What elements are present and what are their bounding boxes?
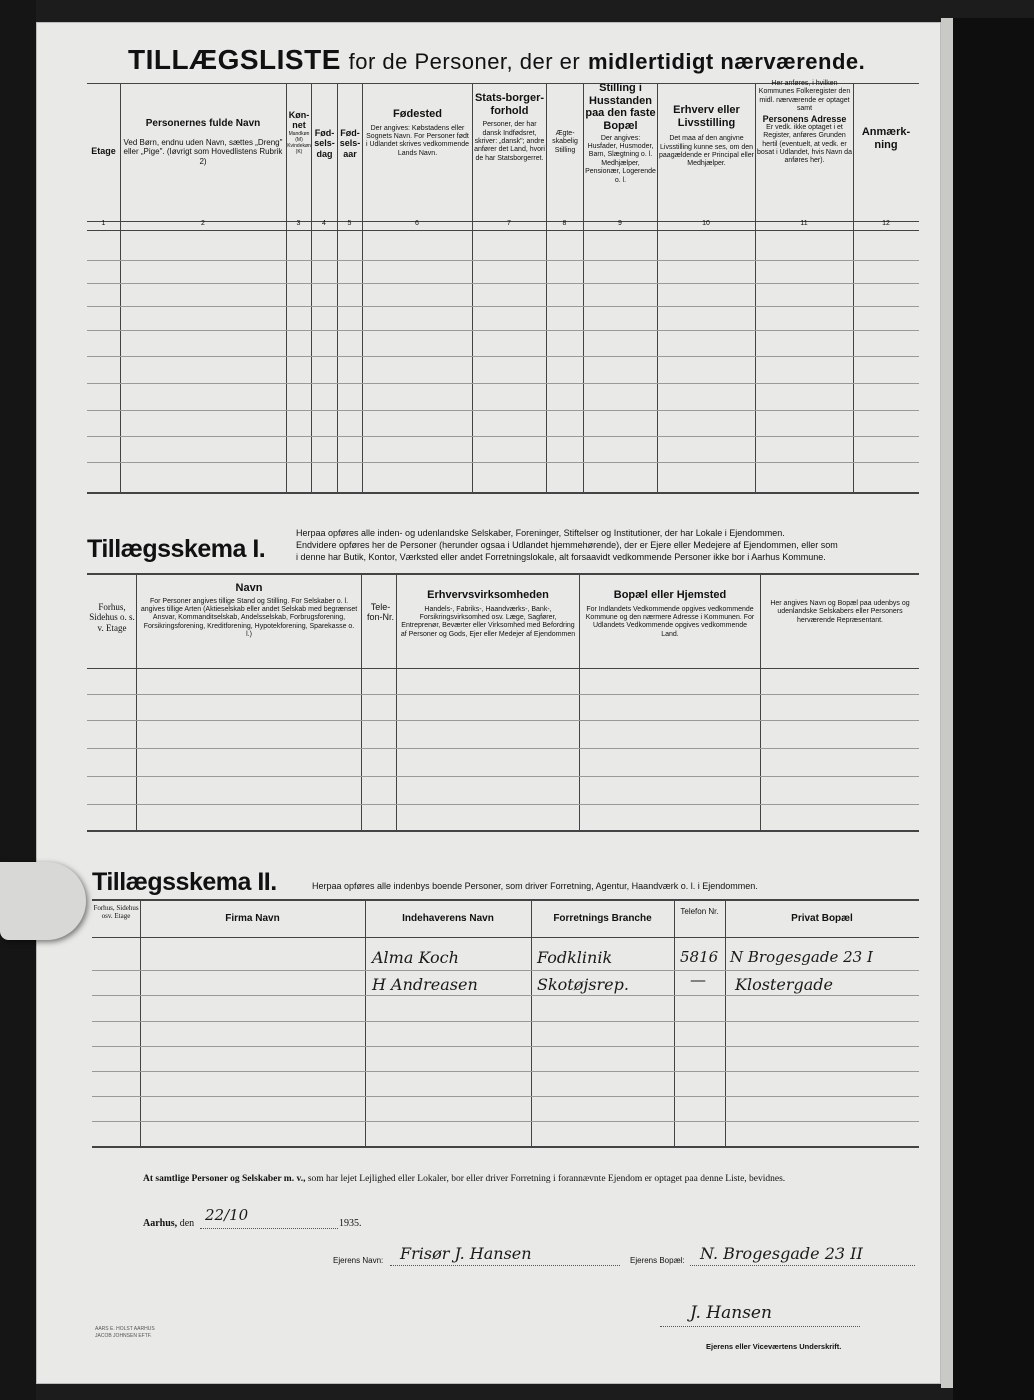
owner-name-value: Frisør J. Hansen <box>400 1244 532 1263</box>
scan-background-left <box>0 0 36 1400</box>
skema1-col-erhverv-title: Erhvervsvirksomheden <box>427 589 549 601</box>
col-statsborger-subtitle: Personer, der har dansk Indfødsret, skriver: „dansk"; andre anfører det Land, hvori de har Statsborgerret. <box>474 121 545 162</box>
table-row-2-bopael: Klostergade <box>735 975 833 994</box>
title-middle: for de Personer, der er <box>348 49 581 74</box>
owner-address-label: Ejerens Bopæl: <box>630 1256 685 1265</box>
col-stilling-header <box>585 82 656 185</box>
printer-line: JACOB JOHNSEN EFTF. <box>95 1332 152 1339</box>
col-foedselsdag-header: Fød-sels-dag <box>314 128 335 159</box>
den-label: den <box>179 1218 195 1229</box>
col-num: 1 <box>101 220 106 227</box>
col-aegteskab-header: Ægte-skabelig Stilling <box>552 130 578 154</box>
col-adresse-title: Personens Adresse <box>762 113 847 124</box>
skema1-description <box>296 527 921 563</box>
col-num: 2 <box>201 220 205 227</box>
col-foedested-header <box>365 108 470 158</box>
col-num: 6 <box>415 220 419 227</box>
page-edge <box>941 18 953 1388</box>
col-koennet-title: Køn-net <box>288 110 310 131</box>
skema2-col-etage: Forhus, Sidehus osv. Etage <box>93 904 139 921</box>
col-etage-header: Etage <box>91 146 116 156</box>
skema2-description: Herpaa opføres alle indenbys boende Personer, som driver Forretning, Agentur, Haandværk o. l. i Ejendommen. <box>312 881 758 891</box>
skema2-col-branche: Forretnings Branche <box>553 913 652 924</box>
skema1-col-erhverv <box>400 589 576 639</box>
skema1-col-bopael <box>584 589 756 639</box>
skema1-desc-line: i denne har Butik, Kontor, Værksted eller andet Forretningslokale, alt forsaavidt vedkommende Personer ikke bor i Aarhus Kommune. <box>296 552 826 563</box>
skema2-col-telefon: Telefon Nr. <box>680 907 719 916</box>
col-erhverv-title: Erhverv eller Livsstilling <box>673 104 740 129</box>
col-num: 9 <box>618 220 622 227</box>
table-row-1-bopael: N Brogesgade 23 I <box>730 948 873 966</box>
owner-name-label: Ejerens Navn: <box>333 1256 384 1265</box>
skema1-col-navn-title: Navn <box>235 582 263 594</box>
col-adresse-header <box>757 80 852 166</box>
skema1-col-navn <box>140 582 358 640</box>
skema2-col-firma: Firma Navn <box>225 913 280 924</box>
col-adresse-subtitle: Er vedk. ikke optaget i et Register, anføres Grunden hertil (eventuelt, at vedk. er bosat i Udlandet, hvis Navn da anføres her). <box>757 123 852 165</box>
skema1-col-bopael-subtitle: For Indlandets Vedkommende opgives vedkommende Kommune og den nærmere Adresse i Kommunen. For Udlandets Vedkommende opgives vedkommende Land. <box>585 605 755 638</box>
place-label: Aarhus, <box>143 1218 178 1229</box>
col-num: 4 <box>322 220 326 227</box>
col-erhverv-subtitle: Det maa af den angivne Livsstilling kunne ses, om den paagældende er Principal eller Medhjælper. <box>659 135 754 168</box>
col-num: 5 <box>347 220 352 227</box>
col-stilling-subtitle: Der angives: Husfader, Husmoder, Barn, Slægtning o. l. Medhjælper, Pensionær, Logerende o. l. <box>585 134 656 184</box>
year: 1935. <box>339 1218 362 1229</box>
scanner-thumb <box>0 862 86 940</box>
skema1-desc-line: Endvidere opføres her de Personer (herunder ogsaa i Udlandet hjemmehørende), der er Ejere eller Medejere af Ejendommen, eller som <box>296 540 838 551</box>
col-adresse-subtitle-top: Her anføres, i hvilken Kommunes Folkeregister den midl. nærværende er optaget samt <box>758 80 851 113</box>
date-value: 22/10 <box>205 1206 249 1224</box>
skema1-desc-line: Herpaa opføres alle inden- og udenlandske Selskaber, Foreninger, Stiftelser og Institutioner, der har Lokale i Ejendommen. <box>296 528 785 538</box>
table-row-2-branche: Skotøjsrep. <box>537 975 629 994</box>
col-koennet-subtitle: Mandkøn (M) Kvindekøn (K) <box>287 130 311 155</box>
col-koennet-header <box>287 110 311 155</box>
printer-imprint <box>95 1326 155 1339</box>
table-row-2-telefon: — <box>690 970 706 989</box>
col-num: 8 <box>562 220 567 227</box>
printer-line: AARS E. HOLST AARHUS <box>95 1326 155 1332</box>
owner-address-value: N. Brogesgade 23 II <box>700 1244 863 1263</box>
attestation-bold: At samtlige Personer og Selskaber m. v., <box>143 1174 306 1184</box>
col-foedselsaar-header: Fød-sels-aar <box>339 128 361 159</box>
col-anmaerkning-header: Anmærk-ning <box>861 126 911 151</box>
owner-signature: J. Hansen <box>690 1303 772 1323</box>
attestation-statement <box>143 1174 918 1184</box>
skema1-col-telefon: Tele-fon-Nr. <box>366 602 394 623</box>
table-row-2-indehaver: H Andreasen <box>372 975 478 994</box>
col-num: 3 <box>296 220 301 227</box>
skema1-col-repraesentant: Her angives Navn og Bopæl paa udenbys og udenlandske Selskabers eller Personers herværende Repræsentant. <box>770 600 910 624</box>
skema2-col-bopael: Privat Bopæl <box>791 913 853 924</box>
col-num: 11 <box>800 220 808 227</box>
skema1-col-navn-subtitle: For Personer angives tillige Stand og Stilling. For Selskaber o. l. angives tillige Arten (Aktieselskab eller andet Selskab med begrænset Ansvar, Kommanditselskab, Andelsselskab, Forbrugsforening, Forsikringsforening, Kreditforening, Hypotekforening, Sparekasse o. l.) <box>140 597 358 639</box>
col-num: 10 <box>702 220 710 227</box>
form-title <box>128 44 865 76</box>
table-row-1-branche: Fodklinik <box>537 948 613 967</box>
scan-background-right <box>953 18 1034 1400</box>
skema1-col-erhverv-subtitle: Handels-, Fabriks-, Haandværks-, Bank-, Forsikringsvirksomhed osv. Læge, Sagfører, Entreprenør, Beværter eller Virksomhed med Befordring af Personer og Gods, Ejer eller Medejer af Ejendommen <box>400 605 576 638</box>
col-navn-header <box>122 118 284 166</box>
col-foedested-title: Fødested <box>393 108 442 120</box>
col-stilling-title: Stilling i Husstanden paa den faste Bopæl <box>585 82 656 132</box>
skema2-title: Tillægsskema II. <box>92 868 277 896</box>
skema2-col-indehaver: Indehaverens Navn <box>402 913 494 924</box>
skema1-title: Tillægsskema I. <box>87 535 266 563</box>
title-end: midlertidigt nærværende. <box>587 49 866 74</box>
date-line <box>143 1218 194 1229</box>
col-num: 7 <box>507 220 511 227</box>
col-navn-title: Personernes fulde Navn <box>145 118 261 129</box>
table-row-1-indehaver: Alma Koch <box>372 948 459 967</box>
col-erhverv-header <box>659 104 754 169</box>
skema1-col-etage: Forhus, Sidehus o. s. v. Etage <box>89 602 135 633</box>
col-foedested-subtitle: Der angives: Købstadens eller Sognets Navn. For Personer født i Udlandet skrives vedkommende Lands Navn. <box>365 124 470 157</box>
col-statsborger-header <box>474 92 545 163</box>
signature-label: Ejerens eller Viceværtens Underskrift. <box>706 1342 842 1351</box>
attestation-rest: som har lejet Lejlighed eller Lokaler, bor eller driver Forretning i forannævnte Ejendom er optaget paa denne Liste, bevidnes. <box>307 1174 786 1184</box>
col-navn-subtitle: Ved Børn, endnu uden Navn, sættes „Dreng" eller „Pige". (Iøvrigt som Hovedlistens Rubrik 2) <box>123 137 283 166</box>
title-main: TILLÆGSLISTE <box>128 44 341 75</box>
col-num: 12 <box>882 220 890 227</box>
col-statsborger-title: Stats-borger-forhold <box>474 92 545 117</box>
table-row-1-telefon: 5816 <box>680 948 719 966</box>
skema1-col-bopael-title: Bopæl eller Hjemsted <box>613 589 727 601</box>
